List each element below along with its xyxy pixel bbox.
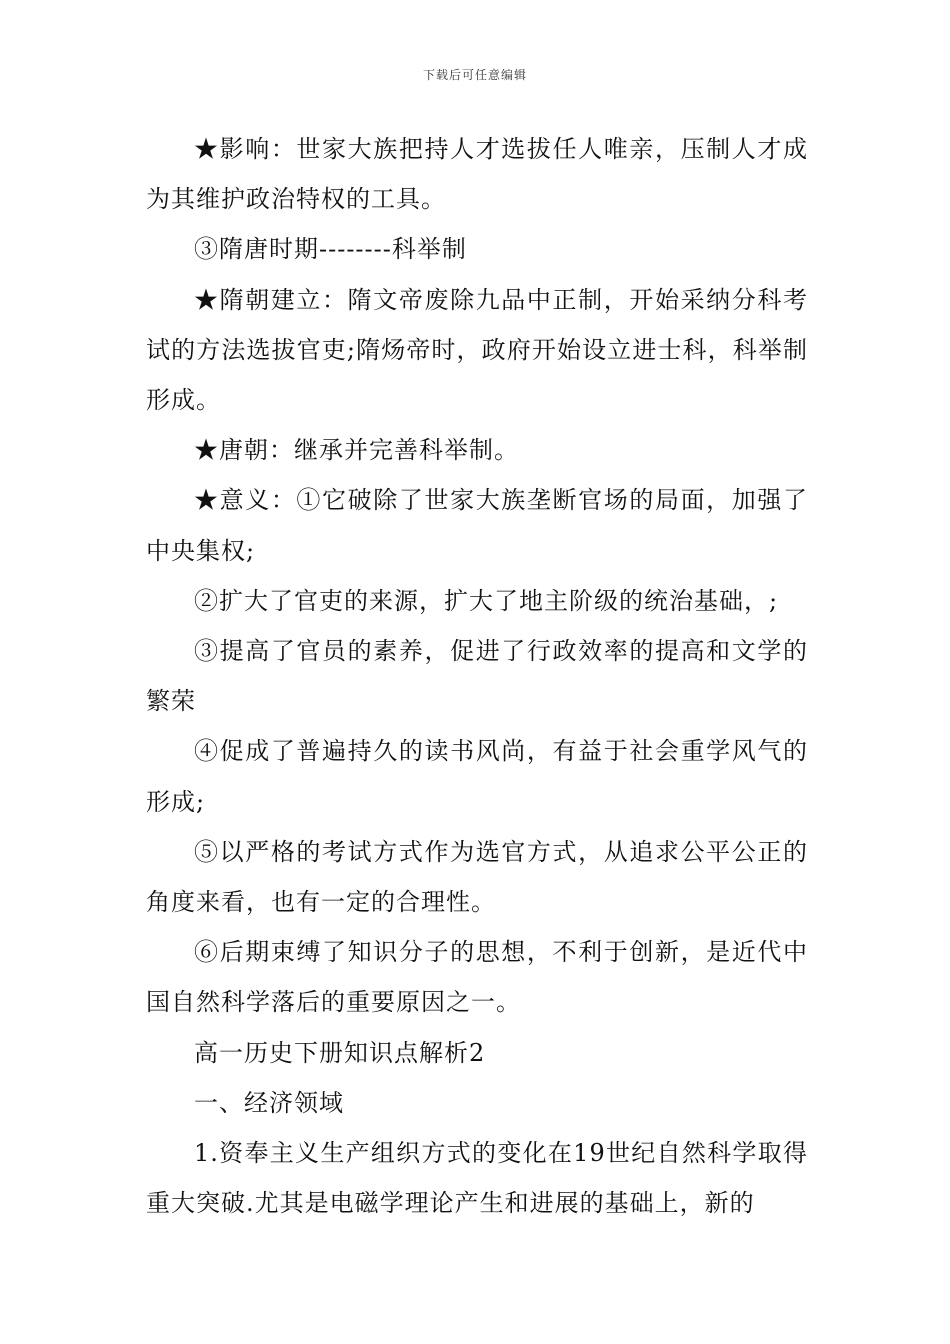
paragraph-significance-4: ④促成了普遍持久的读书风尚，有益于社会重学风气的形成;: [146, 737, 808, 816]
paragraph-economy-1: 1.资奉主义生产组织方式的变化在19世纪自然科学取得重大突破.尤其是电磁学理论产生和进展的基础上，新的: [146, 1139, 808, 1218]
paragraph-significance-6: ⑥后期束缚了知识分子的思想，不利于创新，是近代中国自然科学落后的重要原因之一。: [146, 938, 808, 1017]
paragraph-tang-dynasty: ★唐朝：继承并完善科举制。: [194, 436, 519, 465]
paragraph-significance-5: ⑤以严格的考试方式作为选官方式，从追求公平公正的角度来看，也有一定的合理性。: [146, 837, 808, 917]
paragraph-significance-3: ③提高了官员的素养，促进了行政效率的提高和文学的繁荣: [146, 637, 808, 716]
document-body: [146, 124, 808, 1228]
section-title: 高一历史下册知识点解析2: [194, 1038, 486, 1067]
paragraph-influence: ★影响：世家大族把持人才选拔任人唯亲，压制人才成为其维护政治特权的工具。: [146, 135, 808, 214]
paragraph-sui-tang-heading: ③隋唐时期--------科举制: [194, 235, 467, 264]
paragraph-significance-1: ★意义：①它破除了世家大族垄断官场的局面，加强了中央集权;: [146, 486, 808, 565]
page-header: 下载后可任意编辑: [422, 68, 527, 82]
subsection-title: 一、经济领域: [194, 1088, 344, 1117]
paragraph-sui-dynasty: ★隋朝建立：隋文帝废除九品中正制，开始采纳分科考试的方法选拔官吏;隋炀帝时，政府开始设立进士科，科举制形成。: [146, 285, 808, 415]
paragraph-significance-2: ②扩大了官吏的来源，扩大了地主阶级的统治基础，;: [194, 586, 779, 615]
